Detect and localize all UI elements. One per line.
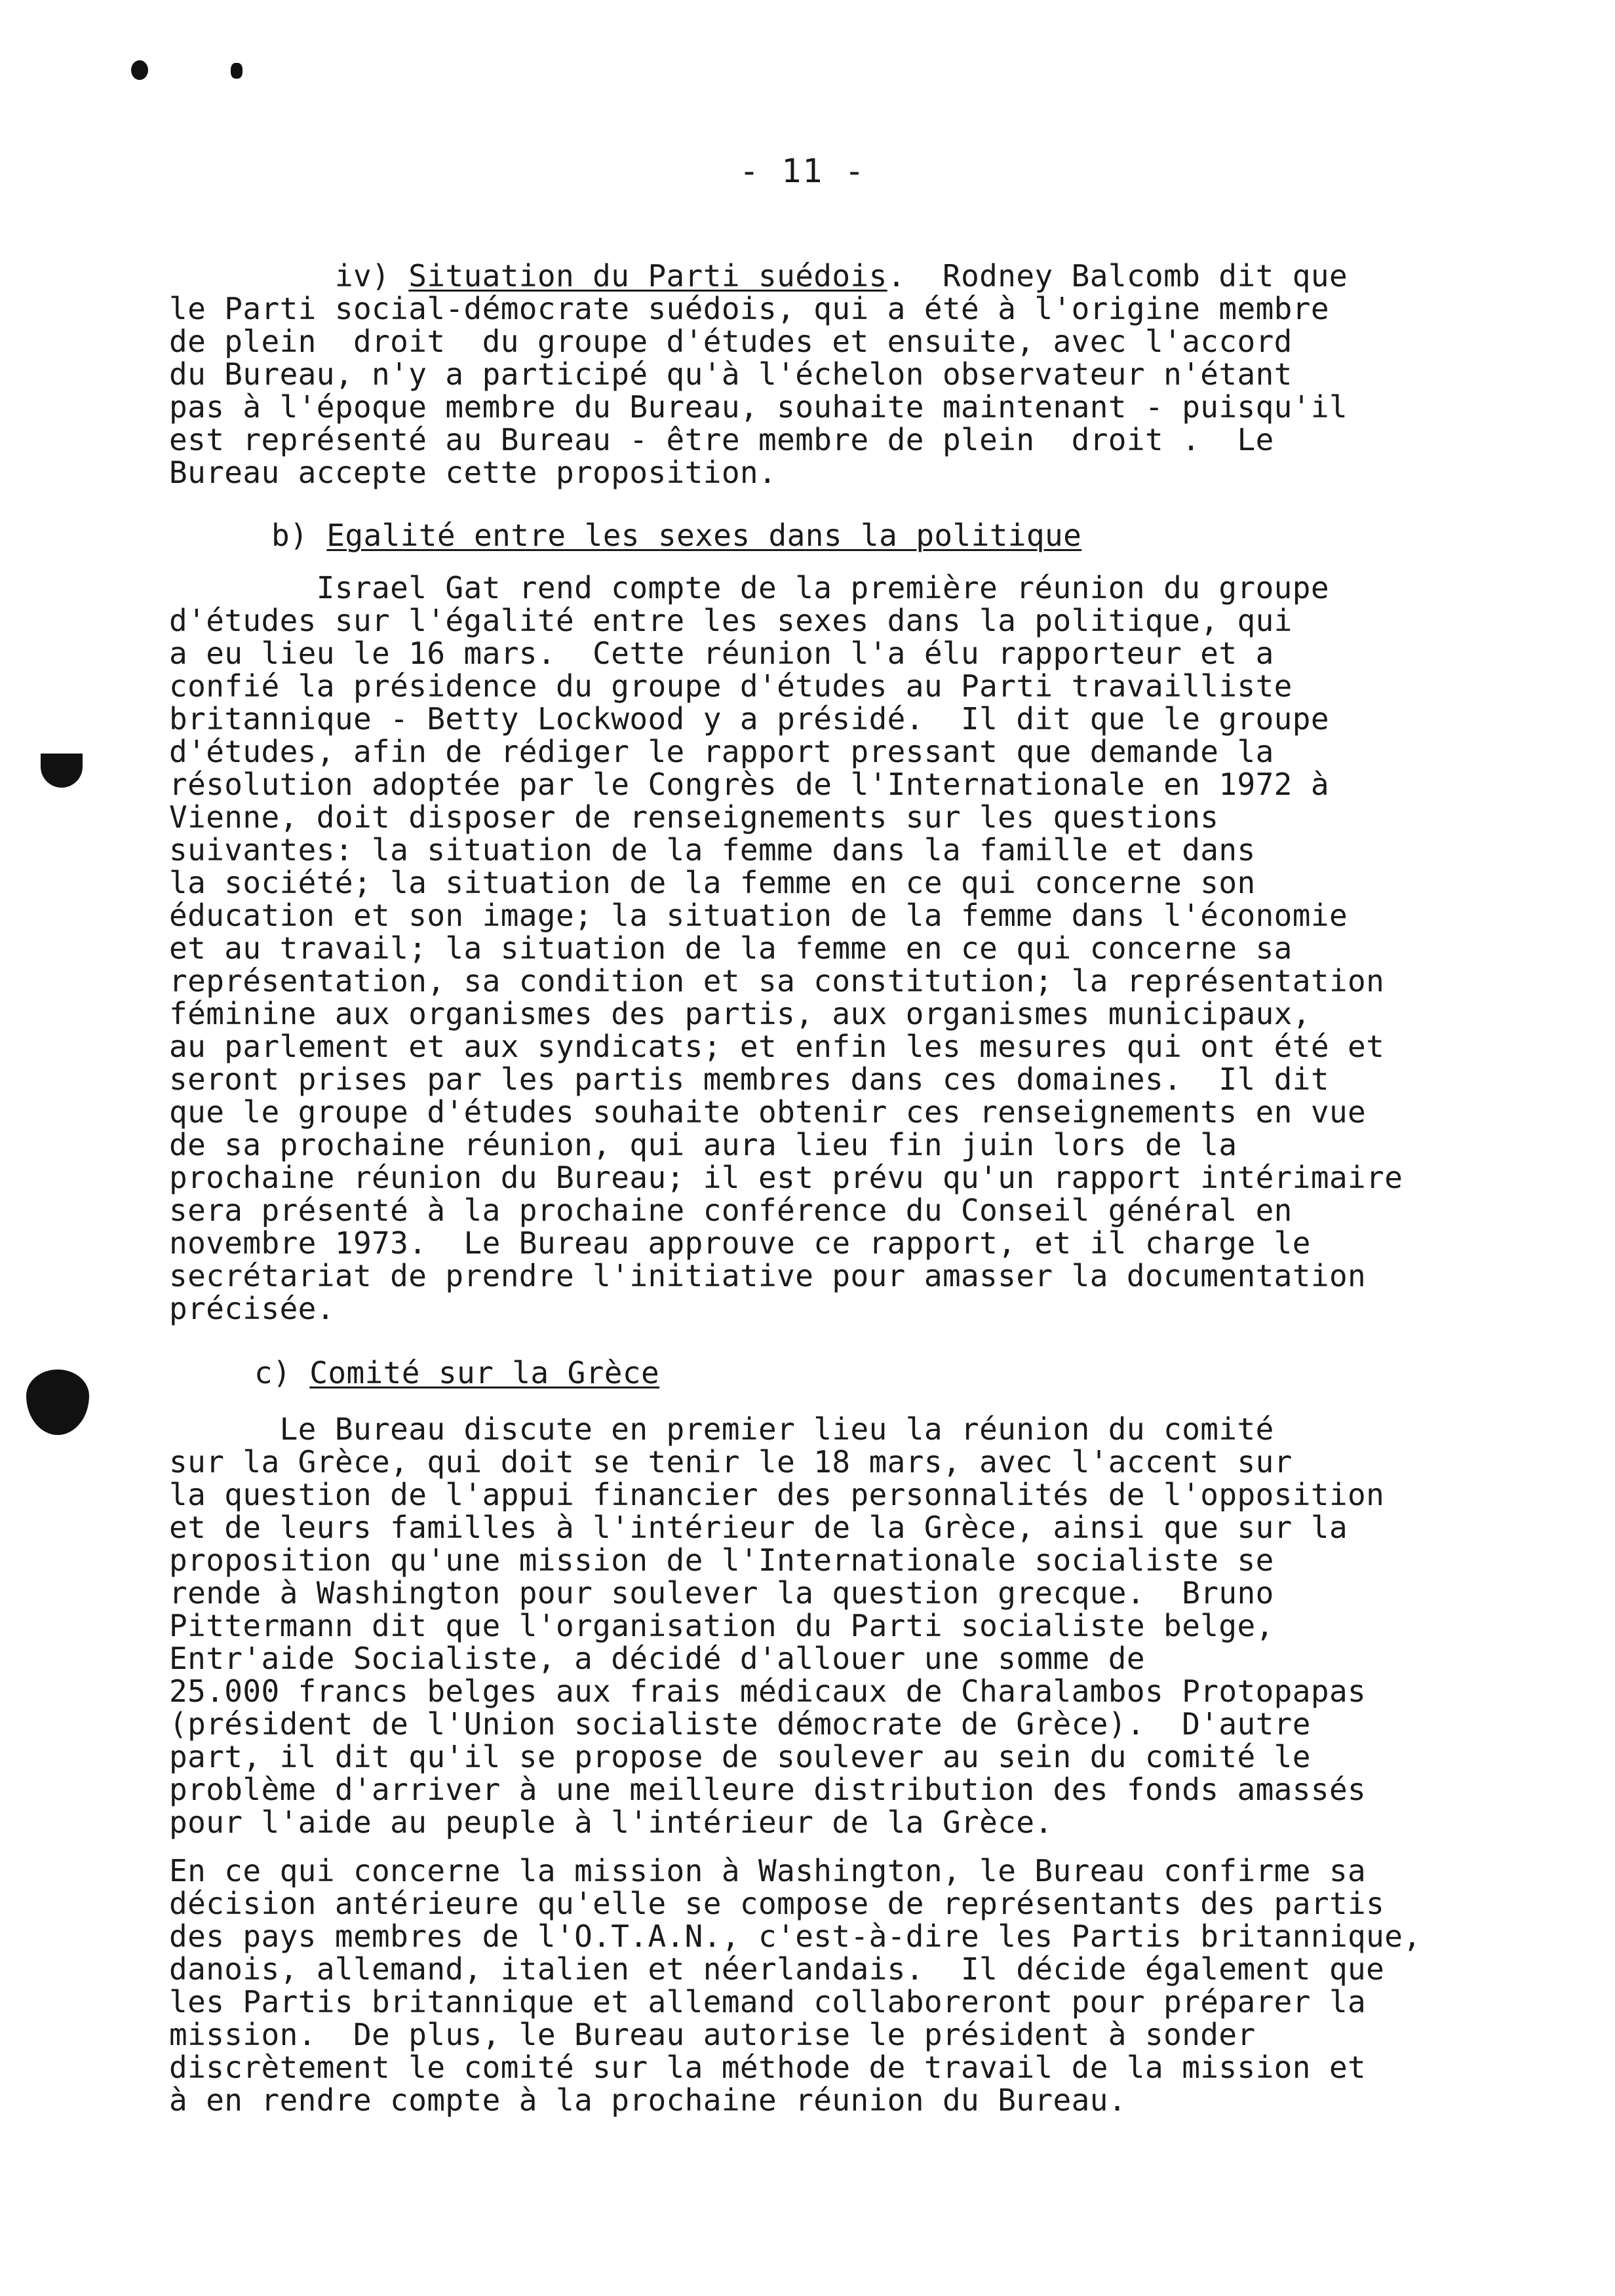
text-line: problème d'arriver à une meilleure distribution des fonds amassés	[169, 1772, 1367, 1807]
section-title: Comité sur la Grèce	[309, 1355, 660, 1390]
text-line: (président de l'Union socialiste démocrate de Grèce). D'autre	[169, 1706, 1311, 1742]
text-line: Vienne, doit disposer de renseignements sur les questions	[169, 799, 1219, 835]
text-line: Israel Gat rend compte de la première réunion du groupe	[169, 570, 1329, 605]
text-line: a eu lieu le 16 mars. Cette réunion l'a élu rapporteur et a	[169, 636, 1274, 671]
section-title: Situation du Parti suédois	[408, 258, 887, 294]
text-line: d'études, afin de rédiger le rapport pressant que demande la	[169, 734, 1274, 769]
text-line: novembre 1973. Le Bureau approuve ce rapport, et il charge le	[169, 1225, 1311, 1261]
text-line: britannique - Betty Lockwood y a présidé. Il dit que le groupe	[169, 701, 1329, 737]
text-line: au parlement et aux syndicats; et enfin les mesures qui ont été et	[169, 1029, 1385, 1064]
text-line: En ce qui concerne la mission à Washington, le Bureau confirme sa	[169, 1853, 1367, 1888]
punch-hole	[26, 1369, 89, 1435]
text-line: danois, allemand, italien et néerlandais. Il décide également que	[169, 1951, 1385, 1987]
text-line: précisée.	[169, 1291, 335, 1326]
text-line: sur la Grèce, qui doit se tenir le 18 mars, avec l'accent sur	[169, 1444, 1293, 1480]
text-line: part, il dit qu'il se propose de soulever au sein du comité le	[169, 1739, 1311, 1774]
section-equality-body	[169, 571, 1473, 1325]
text-line: rende à Washington pour soulever la question grecque. Bruno	[169, 1575, 1274, 1611]
text-line: la question de l'appui financier des personnalités de l'opposition	[169, 1477, 1385, 1512]
text-line: Le Bureau discute en premier lieu la réunion du comité	[169, 1411, 1274, 1447]
text-line: les Partis britannique et allemand collaboreront pour préparer la	[169, 1984, 1367, 2019]
text-line: d'études sur l'égalité entre les sexes dans la politique, qui	[169, 603, 1293, 638]
text-line: seront prises par les partis membres dans ces domaines. Il dit	[169, 1062, 1329, 1097]
text-line: féminine aux organismes des partis, aux organismes municipaux,	[169, 996, 1311, 1031]
section-washington	[169, 1854, 1473, 2116]
text-line: de sa prochaine réunion, qui aura lieu fin juin lors de la	[169, 1127, 1237, 1162]
punch-mark	[231, 63, 243, 79]
section-heading: b) Egalité entre les sexes dans la politique	[271, 518, 1082, 553]
text-line: que le groupe d'études souhaite obtenir ces renseignements en vue	[169, 1094, 1367, 1130]
text-line: la société; la situation de la femme en ce qui concerne son	[169, 865, 1256, 900]
section-equality	[169, 519, 1473, 552]
text-line: de plein droit du groupe d'études et ensuite, avec l'accord	[169, 324, 1293, 359]
text-line: suivantes: la situation de la femme dans la famille et dans	[169, 832, 1256, 868]
text-line: Bureau accepte cette proposition.	[169, 455, 777, 490]
text-line: Pittermann dit que l'organisation du Parti socialiste belge,	[169, 1608, 1274, 1643]
text-line: confié la présidence du groupe d'études au Parti travailliste	[169, 668, 1293, 704]
text-line: secrétariat de prendre l'initiative pour amasser la documentation	[169, 1258, 1367, 1293]
text-line: est représenté au Bureau - être membre de plein droit . Le	[169, 422, 1274, 457]
text-line: éducation et son image; la situation de la femme dans l'économie	[169, 898, 1348, 933]
section-greece-body	[169, 1413, 1473, 1839]
text-line: 25.000 francs belges aux frais médicaux de Charalambos Protopapas	[169, 1674, 1367, 1709]
page-number: - 11 -	[739, 152, 866, 190]
text-line: prochaine réunion du Bureau; il est prévu qu'un rapport intérimaire	[169, 1160, 1403, 1195]
text-line: du Bureau, n'y a participé qu'à l'échelon observateur n'étant	[169, 356, 1293, 392]
text-line: décision antérieure qu'elle se compose de représentants des partis	[169, 1886, 1385, 1921]
text-line: proposition qu'une mission de l'Internationale socialiste se	[169, 1542, 1274, 1578]
section-title: Egalité entre les sexes dans la politique	[326, 518, 1082, 553]
section-sweden	[169, 259, 1473, 489]
text-line: le Parti social-démocrate suédois, qui a été à l'origine membre	[169, 291, 1329, 326]
text-line: sera présenté à la prochaine conférence du Conseil général en	[169, 1193, 1293, 1228]
text-line: mission. De plus, le Bureau autorise le président à sonder	[169, 2017, 1256, 2052]
text-line: discrètement le comité sur la méthode de travail de la mission et	[169, 2050, 1367, 2085]
section-heading: c) Comité sur la Grèce	[254, 1355, 660, 1390]
text-line: et au travail; la situation de la femme en ce qui concerne sa	[169, 930, 1293, 966]
text-line: pour l'aide au peuple à l'intérieur de la Grèce.	[169, 1805, 1053, 1840]
text-line: des pays membres de l'O.T.A.N., c'est-à-dire les Partis britannique,	[169, 1919, 1422, 1954]
text-line: à en rendre compte à la prochaine réunion du Bureau.	[169, 2082, 1127, 2118]
text-line: pas à l'époque membre du Bureau, souhaite maintenant - puisqu'il	[169, 389, 1348, 425]
punch-mark	[131, 60, 148, 80]
text-line: Entr'aide Socialiste, a décidé d'allouer une somme de	[169, 1641, 1145, 1676]
text-line: et de leurs familles à l'intérieur de la Grèce, ainsi que sur la	[169, 1510, 1348, 1545]
section-greece	[169, 1356, 1473, 1389]
text-line: représentation, sa condition et sa constitution; la représentation	[169, 963, 1385, 999]
text-line: iv) Situation du Parti suédois. Rodney Balcomb dit que	[169, 258, 1348, 294]
punch-hole	[41, 754, 83, 788]
text-line: résolution adoptée par le Congrès de l'Internationale en 1972 à	[169, 767, 1329, 802]
